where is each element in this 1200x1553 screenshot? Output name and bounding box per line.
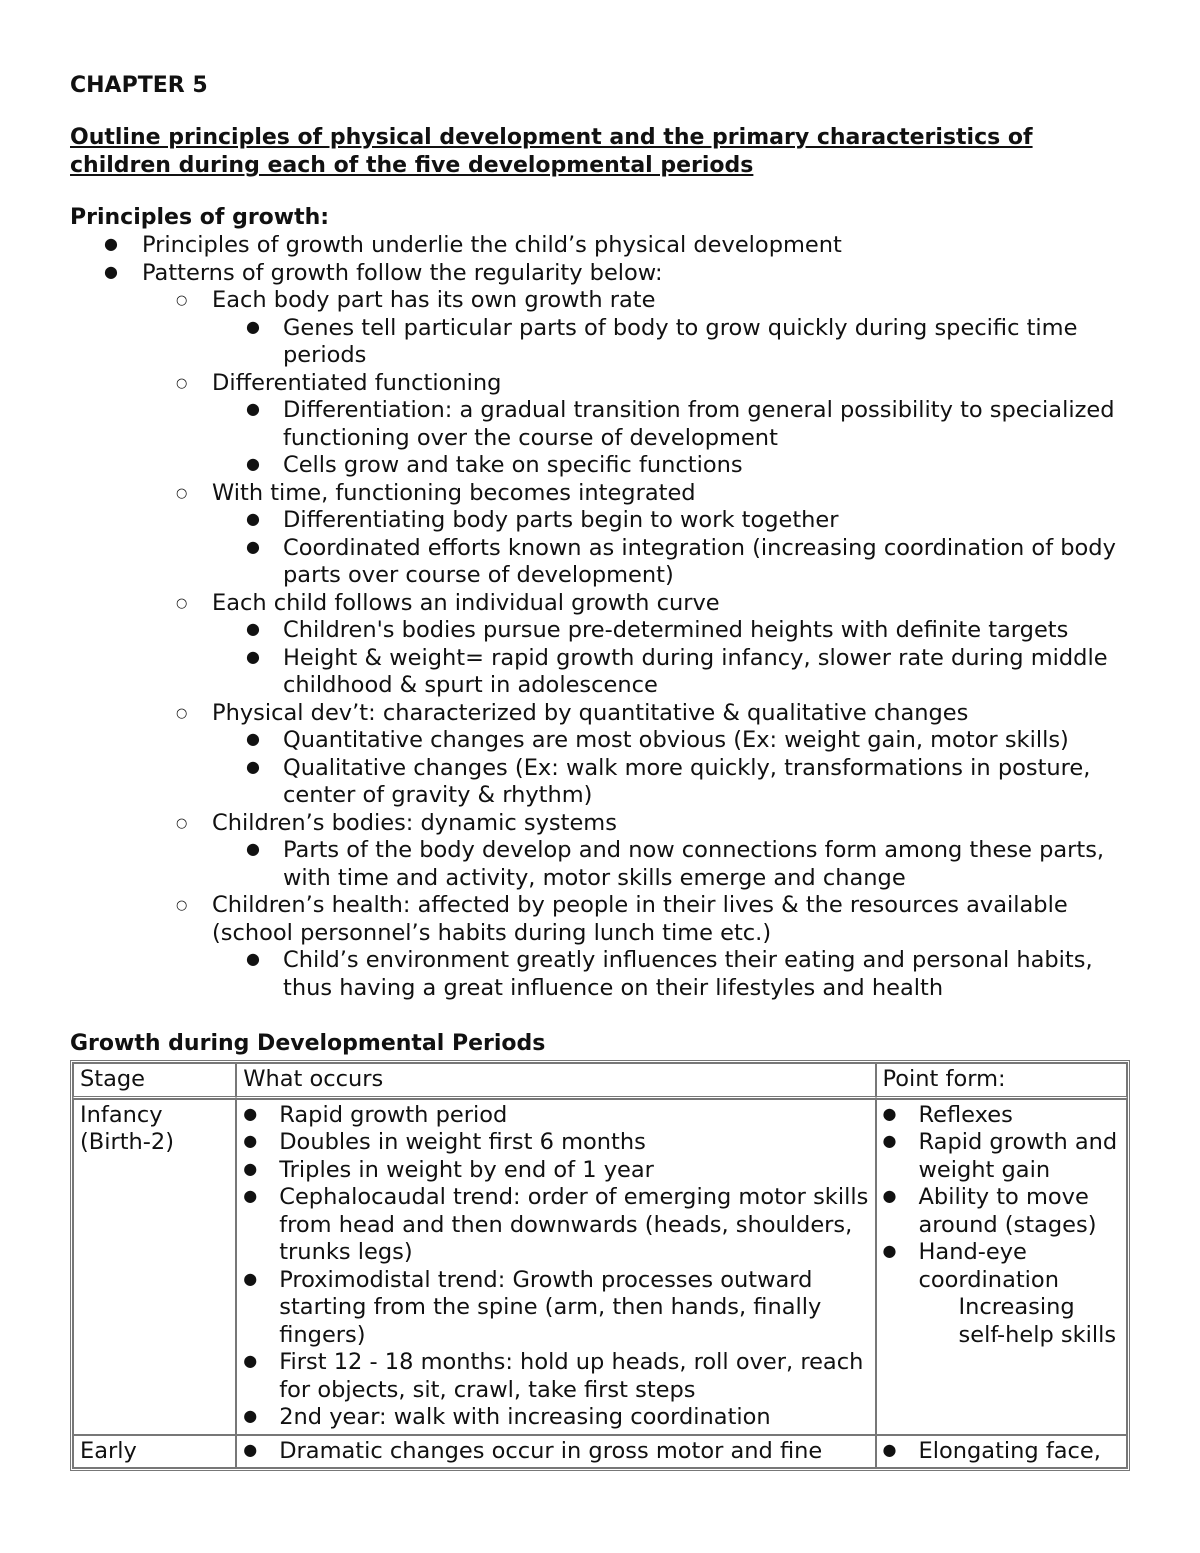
growth-table [70, 1060, 1130, 1471]
header-stage: Stage [73, 1063, 236, 1099]
bullet-icon: ● [882, 1103, 897, 1123]
bullet-icon: ● [246, 536, 260, 556]
growth-heading: Growth during Developmental Periods [70, 1031, 546, 1056]
bullet-icon: ● [243, 1268, 258, 1288]
list-item: ○ With time, functioning becomes integrated [176, 479, 696, 506]
list-item: ● Children's bodies pursue pre-determined heights with definite targets [246, 617, 1069, 643]
bullet-icon: ● [246, 316, 260, 336]
principles-list [70, 232, 1130, 287]
list-item: ● Differentiating body parts begin to work together [246, 507, 839, 533]
list-item: ● Child’s environment greatly influences their eating and personal habits, thus having a great influence on their lifestyles and health [246, 947, 1093, 1001]
list-item: ● Patterns of growth follow the regularity below: [104, 259, 663, 286]
list-item: ● Ability to move around (stages) [882, 1184, 1097, 1238]
bullet-icon: ● [246, 756, 260, 776]
list-item: ● Differentiation: a gradual transition from general possibility to specialized functioning over the course of development [246, 397, 1115, 451]
points-cell [876, 1435, 1127, 1469]
bullet-icon: ● [243, 1351, 258, 1370]
list-item: ● 2nd year: walk with increasing coordination [243, 1404, 771, 1430]
circle-bullet-icon: ○ [176, 595, 188, 611]
list-item: ○ Physical dev’t: characterized by quantitative & qualitative changes [176, 699, 969, 726]
list-item: ● Doubles in weight first 6 months [243, 1129, 646, 1155]
list-item: ○ Each child follows an individual growth curve [176, 589, 720, 616]
list-item: ○ Differentiated functioning [176, 369, 502, 396]
list-item: ● Cells grow and take on specific functions [246, 452, 743, 478]
bullet-icon: ● [246, 949, 260, 968]
list-item: ● Hand-eye coordination [882, 1239, 1059, 1293]
list-item: ○ Each body part has its own growth rate [176, 287, 656, 313]
list-item: ● Cephalocaudal trend: order of emerging motor skills from head and then downwards (heads, shoulders, trunks legs) [243, 1184, 869, 1265]
bullet-icon: ● [246, 619, 260, 638]
bullet-icon: ● [243, 1186, 258, 1205]
list-item: ● Principles of growth underlie the child’s physical development [104, 232, 842, 258]
list-item: ● Height & weight= rapid growth during infancy, slower rate during middle childhood & spurt in adolescence [246, 644, 1108, 698]
circle-bullet-icon: ○ [176, 375, 188, 391]
list-item: ● Parts of the body develop and now connections form among these parts, with time and activity, motor skills emerge and change [246, 837, 1105, 891]
list-item: ○ Children’s bodies: dynamic systems [176, 809, 617, 836]
bullet-icon: ● [246, 454, 260, 473]
list-item: Increasing self-help skills [958, 1294, 1117, 1348]
bullet-icon: ● [246, 646, 260, 666]
circle-bullet-icon: ○ [176, 293, 188, 308]
stage-cell: Infancy (Birth-2) [73, 1099, 236, 1435]
bullet-icon: ● [104, 234, 118, 253]
list-item: ● Qualitative changes (Ex: walk more quickly, transformations in posture, center of gravity & rhythm) [246, 754, 1091, 808]
circle-bullet-icon: ○ [176, 815, 188, 831]
patterns-list [70, 287, 1130, 1002]
bullet-icon: ● [246, 399, 260, 418]
chapter-title: CHAPTER 5 [70, 73, 208, 98]
bullet-icon: ● [243, 1406, 258, 1425]
bullet-icon: ● [243, 1439, 258, 1459]
list-item: ● Triples in weight by end of 1 year [243, 1156, 654, 1183]
bullet-icon: ● [243, 1158, 258, 1178]
list-item: ● Proximodistal trend: Growth processes outward starting from the spine (arm, then hands, finally fingers) [243, 1266, 822, 1348]
table-header-row [73, 1063, 1127, 1099]
principles-heading: Principles of growth: [70, 205, 330, 230]
header-what-occurs: What occurs [236, 1063, 875, 1099]
occurs-cell [236, 1435, 875, 1469]
bullet-icon: ● [882, 1131, 897, 1150]
outline-title: Outline principles of physical development and the primary characteristics of children during each of the five developmental periods [70, 125, 1033, 178]
list-item: ● Reflexes [882, 1101, 1013, 1128]
points-cell [876, 1099, 1127, 1435]
header-point-form: Point form: [876, 1063, 1127, 1099]
bullet-icon: ● [243, 1103, 258, 1123]
occurs-cell [236, 1099, 875, 1435]
table-row [73, 1435, 1127, 1469]
circle-bullet-icon: ○ [176, 705, 188, 721]
bullet-icon: ● [246, 839, 260, 858]
list-item: ● Elongating face, [882, 1437, 1101, 1464]
list-item: ● Dramatic changes occur in gross motor and fine [243, 1437, 823, 1464]
circle-bullet-icon: ○ [176, 898, 188, 913]
bullet-icon: ● [882, 1241, 897, 1260]
bullet-icon: ● [882, 1186, 897, 1205]
list-item: ● Genes tell particular parts of body to grow quickly during specific time periods [246, 314, 1078, 368]
list-item: ○ Children’s health: affected by people in their lives & the resources available (school personnel’s habits during lunch time etc.) [176, 892, 1068, 946]
list-item: ● Rapid growth period [243, 1101, 508, 1128]
bullet-icon: ● [246, 729, 260, 748]
list-item: ● Coordinated efforts known as integration (increasing coordination of body parts over course of development) [246, 534, 1116, 588]
bullet-icon: ● [243, 1131, 258, 1150]
stage-cell: Early [73, 1435, 236, 1469]
circle-bullet-icon: ○ [176, 485, 188, 501]
list-item: ● Rapid growth and weight gain [882, 1129, 1118, 1183]
document-page [70, 72, 1130, 1471]
bullet-icon: ● [104, 261, 118, 281]
bullet-icon: ● [246, 509, 260, 528]
list-item: ● Quantitative changes are most obvious (Ex: weight gain, motor skills) [246, 727, 1069, 753]
table-row [73, 1099, 1127, 1435]
bullet-icon: ● [882, 1439, 897, 1459]
list-item: ● First 12 - 18 months: hold up heads, roll over, reach for objects, sit, crawl, take first steps [243, 1349, 864, 1403]
